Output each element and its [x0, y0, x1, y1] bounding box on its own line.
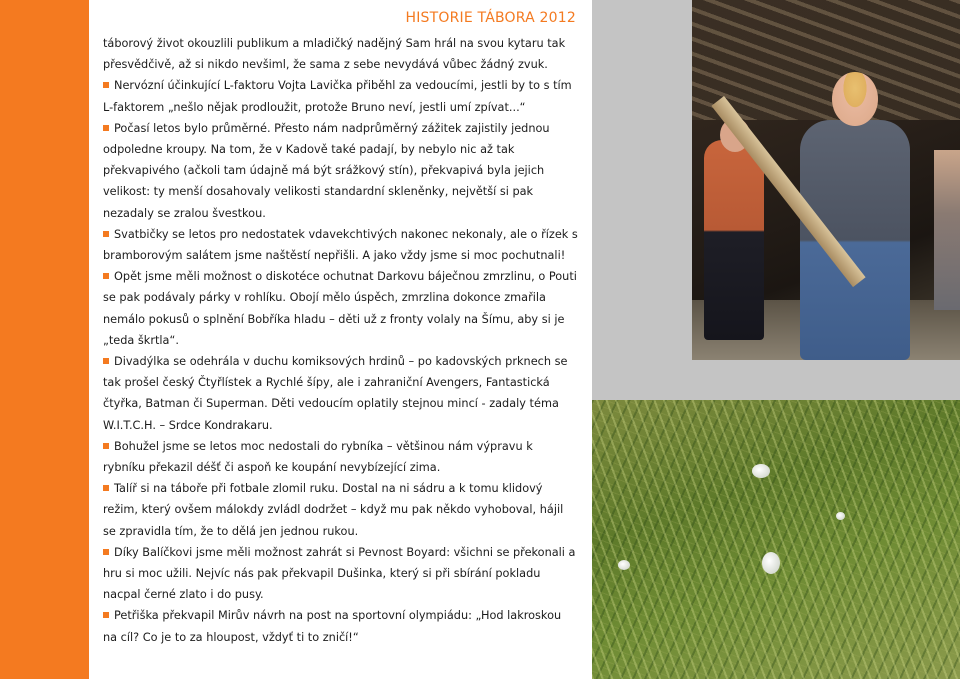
hailstone — [836, 512, 845, 520]
article-body — [103, 33, 578, 648]
paragraph-text: Svatbičky se letos pro nedostatek vdavekchtivých nakonec nekonaly, ale o řízek s bramborovým salátem jsme naštěstí nepřišli. A jako vždy jsme si moc pochutnali! — [103, 227, 578, 263]
paragraph — [103, 266, 578, 351]
bullet-square-icon — [103, 125, 109, 131]
photo-roof-beams — [692, 0, 960, 120]
paragraph-text: Talíř si na táboře při fotbale zlomil ruku. Dostal na ni sádru a k tomu klidový režim, který ovšem málokdy zvládl dodržet – když mu pak někdo vyhoboval, hájil se zpravidla tím, že to dělá jen jednou rukou. — [103, 482, 564, 538]
bullet-square-icon — [103, 549, 109, 555]
photo-child-blond-head — [832, 72, 878, 126]
orange-side-bar — [0, 0, 89, 679]
photo-child-edge — [934, 150, 960, 310]
paragraph — [103, 478, 578, 542]
paragraph-text: Nervózní účinkující L-faktoru Vojta Lavička přiběhl za vedoucími, jestli by to s tím L-faktorem „nešlo nějak prodloužit, protože Bruno neví, jestli umí zpívat...“ — [103, 79, 572, 114]
bullet-square-icon — [103, 443, 109, 449]
bullet-square-icon — [103, 82, 109, 88]
photo-kids-with-stick — [692, 0, 960, 360]
bullet-square-icon — [103, 485, 109, 491]
paragraph — [103, 33, 578, 75]
paragraph — [103, 75, 578, 117]
paragraph-text: Bohužel jsme se letos moc nedostali do rybníka – většinou nám výpravu k rybníku překazil déšť či aspoň ke koupání nevybízející zima. — [103, 439, 533, 475]
text-column — [89, 0, 592, 679]
paragraph-text: Petřiška překvapil Mirův návrh na post na sportovní olympiádu: „Hod lakroskou na cíl? Co je to za hloupost, vždyť ti to zničí!“ — [103, 609, 562, 644]
paragraph-text: Počasí letos bylo průměrné. Přesto nám nadprůměrný zážitek zajistily jednou odpoledne kroupy. Na tom, že v Kadově také padají, by nebylo nic až tak překvapivého (ačkoli tam údajně má být srážkový stín), překvapivá byla jejich velikost: ty menší dosahovaly velikosti standardní skleněnky, největší si pak nezadaly se zralou švestkou. — [103, 121, 550, 220]
bullet-square-icon — [103, 612, 109, 618]
hailstone — [618, 560, 630, 570]
paragraph-text: Díky Balíčkovi jsme měli možnost zahrát si Pevnost Boyard: všichni se překonali a hru si moc užili. Nejvíc nás pak překvapil Dušinka, který si při sbírání pokladu nacpal černé zlato i do pusy. — [103, 545, 576, 602]
paragraph-text: táborový život okouzlili publikum a mladičký nadějný Sam hrál na svou kytaru tak přesvědčivě, až si nikdo nevšiml, že sama z sebe nevydává vůbec žádný zvuk. — [103, 37, 566, 72]
bullet-square-icon — [103, 358, 109, 364]
hailstone — [752, 464, 770, 478]
paragraph — [103, 605, 578, 647]
photo-child-red-shirt — [704, 140, 764, 340]
bullet-square-icon — [103, 231, 109, 237]
paragraph — [103, 351, 578, 436]
paragraph-text: Opět jsme měli možnost o diskotéce ochutnat Darkovu báječnou zmrzlinu, o Pouti se pak podávaly párky v rohlíku. Obojí mělo úspěch, zmrzlina dokonce zmařila nemálo pokusů o splnění Bobříka hladu – děti už z fronty volaly na Šímu, aby si je „teda škrtla“. — [103, 270, 577, 347]
page-header-title: HISTORIE TÁBORA 2012 — [405, 10, 576, 26]
bullet-square-icon — [103, 273, 109, 279]
photo-hail-on-grass — [592, 400, 960, 679]
paragraph — [103, 436, 578, 478]
paragraph — [103, 542, 578, 606]
paragraph — [103, 224, 578, 266]
paragraph — [103, 118, 578, 224]
hailstone — [762, 552, 780, 574]
paragraph-text: Divadýlka se odehrála v duchu komiksových hrdinů – po kadovských prknech se tak prošel český Čtyřlístek a Rychlé šípy, ale i zahraniční Avengers, Fantastická čtyřka, Batman či Superman. Děti vedoucím oplatily stejnou mincí - zadaly téma W.I.T.C.H. – Srdce Kondrakaru. — [103, 355, 568, 432]
